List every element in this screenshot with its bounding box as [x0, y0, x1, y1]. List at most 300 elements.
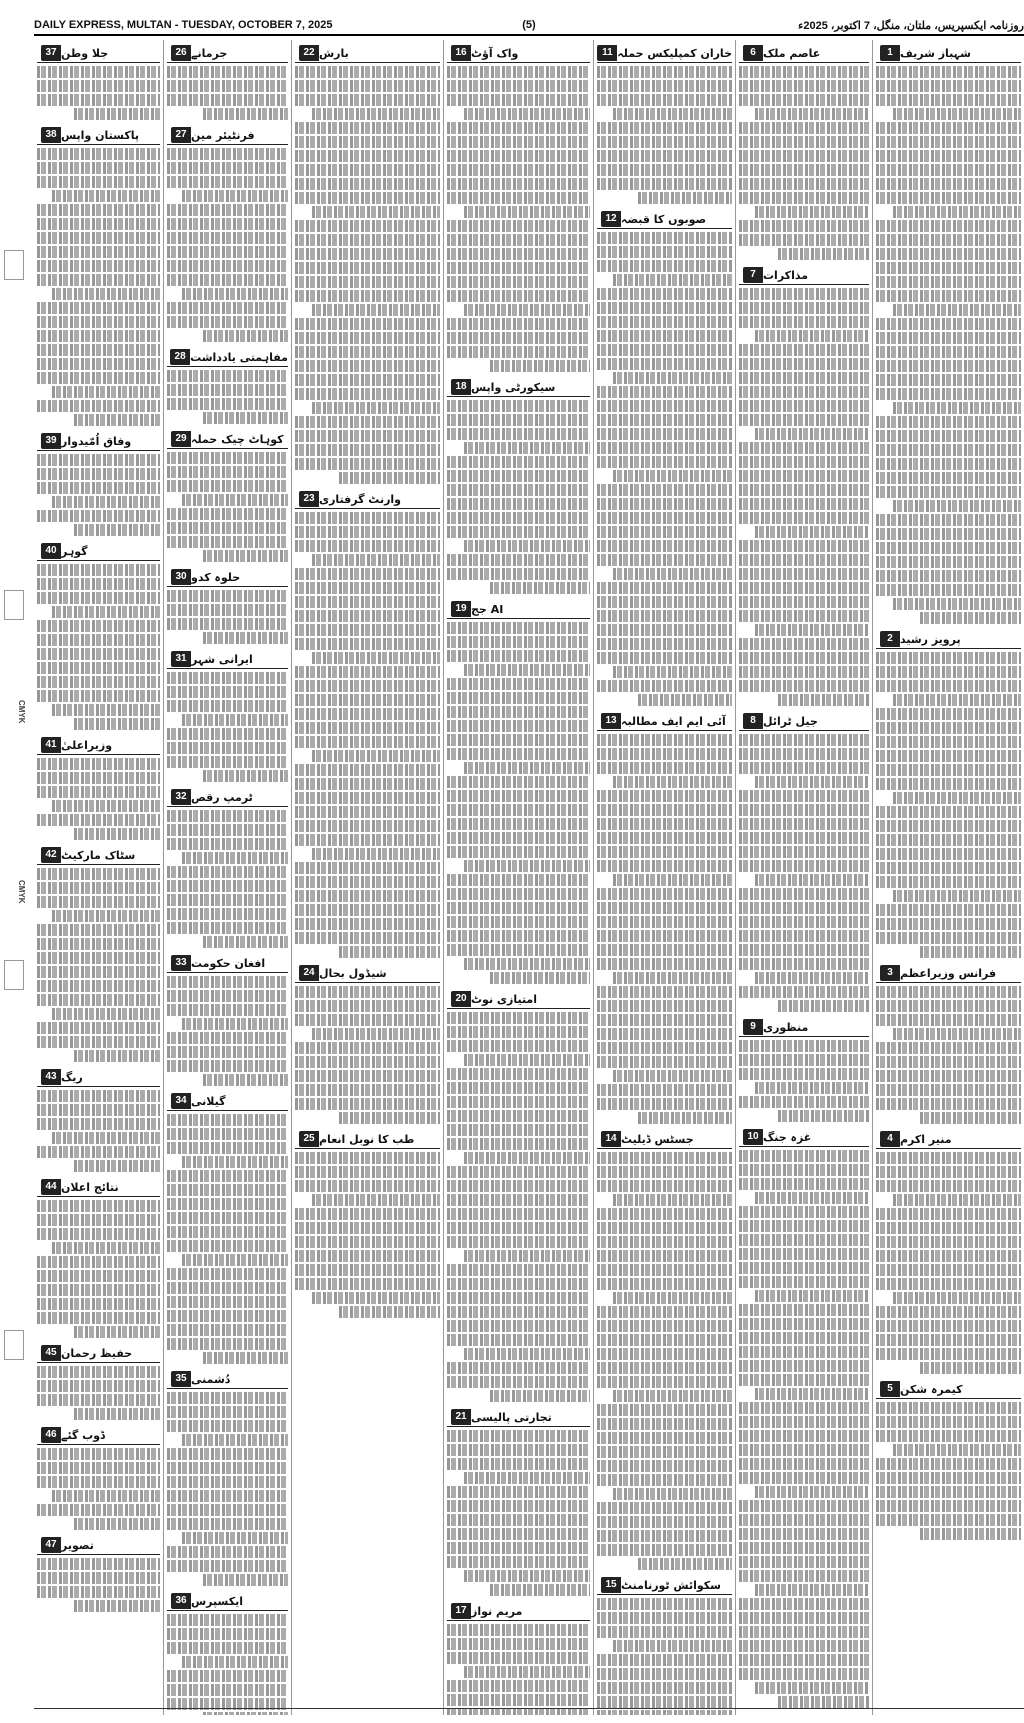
- text-line: [295, 1166, 440, 1178]
- story-number-badge: 45: [41, 1345, 61, 1361]
- text-line: [739, 164, 869, 176]
- text-line: [447, 888, 590, 900]
- text-line: [37, 896, 160, 908]
- text-line: [37, 482, 160, 494]
- text-line: [447, 1694, 590, 1706]
- text-line: [464, 664, 590, 676]
- text-line: [447, 720, 590, 732]
- text-line: [295, 540, 440, 552]
- story-body-text: [167, 976, 288, 1086]
- text-line: [447, 1362, 590, 1374]
- story-number-badge: 32: [171, 789, 191, 805]
- news-story: [739, 1018, 869, 1122]
- text-line: [52, 910, 160, 922]
- text-line: [295, 1000, 440, 1012]
- text-line: [597, 1014, 732, 1026]
- story-headline-bar: [739, 266, 869, 285]
- text-line: [37, 1558, 160, 1570]
- text-line: [739, 316, 869, 328]
- text-line: [597, 178, 732, 190]
- text-line: [613, 1194, 732, 1206]
- story-body-text: [739, 66, 869, 260]
- text-line: [312, 848, 440, 860]
- story-number-badge: 9: [743, 1019, 763, 1035]
- text-line: [739, 372, 869, 384]
- text-line: [464, 540, 590, 552]
- text-line: [597, 1348, 732, 1360]
- text-line: [876, 834, 1021, 846]
- text-line: [876, 290, 1021, 302]
- story-number-badge: 21: [451, 1409, 471, 1425]
- text-line: [37, 882, 160, 894]
- text-line: [447, 1068, 590, 1080]
- text-line: [203, 1712, 288, 1715]
- text-line: [312, 206, 440, 218]
- text-line: [638, 1112, 733, 1124]
- text-line: [37, 676, 160, 688]
- text-line: [295, 248, 440, 260]
- story-body-text: [37, 66, 160, 120]
- story-number-badge: 18: [451, 379, 471, 395]
- text-line: [597, 414, 732, 426]
- text-line: [739, 916, 869, 928]
- text-line: [739, 804, 869, 816]
- text-line: [876, 820, 1021, 832]
- text-line: [37, 1586, 160, 1598]
- text-line: [613, 274, 732, 286]
- text-line: [167, 274, 288, 286]
- text-line: [52, 1242, 160, 1254]
- news-story: [295, 44, 440, 484]
- text-line: [447, 498, 590, 510]
- text-line: [37, 1022, 160, 1034]
- text-line: [167, 176, 288, 188]
- text-line: [739, 1500, 869, 1512]
- text-line: [755, 1290, 869, 1302]
- text-line: [167, 1518, 288, 1530]
- text-line: [37, 80, 160, 92]
- text-line: [447, 1542, 590, 1554]
- text-line: [295, 986, 440, 998]
- text-line: [778, 1000, 869, 1012]
- text-line: [597, 596, 732, 608]
- news-story: [597, 1576, 732, 1715]
- text-line: [739, 1318, 869, 1330]
- text-line: [295, 122, 440, 134]
- news-story: [876, 44, 1021, 624]
- text-line: [37, 358, 160, 370]
- story-body-text: [876, 1402, 1021, 1540]
- news-story: [739, 266, 869, 706]
- text-line: [37, 510, 160, 522]
- news-column: [735, 40, 872, 1715]
- story-number-badge: 28: [170, 349, 190, 365]
- text-line: [876, 1236, 1021, 1248]
- text-line: [167, 1170, 288, 1182]
- bottom-rule: [34, 1708, 1024, 1709]
- text-line: [447, 1110, 590, 1122]
- story-headline-bar: [739, 1128, 869, 1147]
- text-line: [447, 1082, 590, 1094]
- text-line: [613, 1292, 732, 1304]
- text-line: [447, 456, 590, 468]
- text-line: [295, 234, 440, 246]
- text-line: [597, 1208, 732, 1220]
- story-body-text: [167, 1114, 288, 1364]
- text-line: [597, 386, 732, 398]
- text-line: [893, 792, 1021, 804]
- text-line: [597, 762, 732, 774]
- text-line: [876, 66, 1021, 78]
- story-headline-bar: [447, 600, 590, 619]
- text-line: [447, 1638, 590, 1650]
- text-line: [295, 1042, 440, 1054]
- text-line: [37, 1200, 160, 1212]
- text-line: [167, 728, 288, 740]
- text-line: [447, 94, 590, 106]
- story-number-badge: 38: [41, 127, 61, 143]
- text-line: [739, 1570, 869, 1582]
- story-number-badge: 17: [451, 1603, 471, 1619]
- news-story: [37, 1068, 160, 1172]
- story-number-badge: 13: [601, 713, 621, 729]
- text-line: [597, 680, 732, 692]
- text-line: [447, 846, 590, 858]
- text-line: [182, 852, 288, 864]
- story-body-text: [876, 986, 1021, 1124]
- text-line: [597, 1516, 732, 1528]
- text-line: [447, 1306, 590, 1318]
- story-headline-bar: [167, 1370, 288, 1389]
- text-line: [739, 484, 869, 496]
- text-line: [37, 772, 160, 784]
- text-line: [295, 458, 440, 470]
- text-line: [490, 972, 590, 984]
- text-line: [295, 596, 440, 608]
- text-line: [339, 1306, 441, 1318]
- text-line: [597, 512, 732, 524]
- text-line: [613, 470, 732, 482]
- text-line: [37, 1036, 160, 1048]
- text-line: [182, 1656, 288, 1668]
- story-headline: منیر اکرم: [900, 1132, 952, 1146]
- text-line: [876, 1000, 1021, 1012]
- text-line: [447, 1680, 590, 1692]
- text-line: [739, 358, 869, 370]
- text-line: [167, 1032, 288, 1044]
- text-line: [447, 692, 590, 704]
- text-line: [167, 618, 288, 630]
- story-headline-bar: [37, 542, 160, 561]
- text-line: [876, 666, 1021, 678]
- text-line: [74, 1518, 160, 1530]
- text-line: [920, 612, 1022, 624]
- text-line: [876, 1306, 1021, 1318]
- story-headline-bar: [295, 1130, 440, 1149]
- story-body-text: [37, 1200, 160, 1338]
- text-line: [167, 686, 288, 698]
- news-story: [295, 964, 440, 1124]
- text-line: [739, 456, 869, 468]
- text-line: [167, 1420, 288, 1432]
- text-line: [876, 1348, 1021, 1360]
- text-line: [876, 94, 1021, 106]
- news-column: [34, 40, 163, 1715]
- story-headline-bar: [167, 954, 288, 973]
- text-line: [167, 1046, 288, 1058]
- text-line: [37, 1298, 160, 1310]
- news-story: [167, 430, 288, 562]
- text-line: [876, 430, 1021, 442]
- story-headline-bar: [597, 1576, 732, 1595]
- text-line: [295, 918, 440, 930]
- text-line: [167, 1614, 288, 1626]
- story-headline-bar: [37, 126, 160, 145]
- text-line: [739, 1178, 869, 1190]
- story-headline: تصویر: [61, 1538, 94, 1552]
- text-line: [37, 634, 160, 646]
- text-line: [739, 192, 869, 204]
- story-headline-bar: [37, 44, 160, 63]
- text-line: [876, 1014, 1021, 1026]
- story-number-badge: 7: [743, 267, 763, 283]
- story-number-badge: 2: [880, 631, 900, 647]
- story-headline: گوہر: [61, 544, 88, 558]
- story-headline: ڈوب گئے: [61, 1428, 105, 1442]
- text-line: [876, 778, 1021, 790]
- text-line: [167, 218, 288, 230]
- text-line: [167, 1268, 288, 1280]
- text-line: [203, 550, 288, 562]
- text-line: [447, 874, 590, 886]
- story-body-text: [167, 810, 288, 948]
- text-line: [464, 1348, 590, 1360]
- text-line: [37, 1270, 160, 1282]
- text-line: [876, 542, 1021, 554]
- story-headline-bar: [37, 736, 160, 755]
- text-line: [167, 1212, 288, 1224]
- text-line: [597, 316, 732, 328]
- text-line: [447, 1026, 590, 1038]
- story-body-text: [37, 564, 160, 730]
- text-line: [876, 1084, 1021, 1096]
- news-story: [37, 432, 160, 536]
- news-story: [447, 1408, 590, 1596]
- text-line: [167, 162, 288, 174]
- text-line: [464, 1570, 590, 1582]
- story-headline-bar: [167, 348, 288, 367]
- text-line: [447, 178, 590, 190]
- text-line: [876, 234, 1021, 246]
- story-headline-bar: [447, 990, 590, 1009]
- text-line: [876, 318, 1021, 330]
- text-line: [295, 290, 440, 302]
- text-line: [312, 1194, 440, 1206]
- text-line: [167, 1504, 288, 1516]
- story-headline-bar: [167, 650, 288, 669]
- text-line: [37, 454, 160, 466]
- text-line: [295, 1056, 440, 1068]
- story-body-text: [295, 986, 440, 1124]
- text-line: [755, 1192, 869, 1204]
- text-line: [74, 718, 160, 730]
- text-line: [447, 526, 590, 538]
- text-line: [447, 1040, 590, 1052]
- text-line: [876, 862, 1021, 874]
- text-line: [597, 624, 732, 636]
- text-line: [739, 666, 869, 678]
- story-body-text: [876, 1152, 1021, 1374]
- story-headline-bar: [597, 712, 732, 731]
- text-line: [739, 178, 869, 190]
- text-line: [739, 234, 869, 246]
- text-line: [597, 400, 732, 412]
- story-headline: سیکورٹی واپس: [471, 380, 556, 394]
- text-line: [876, 932, 1021, 944]
- text-line: [447, 262, 590, 274]
- text-line: [876, 332, 1021, 344]
- text-line: [739, 638, 869, 650]
- text-line: [597, 748, 732, 760]
- text-line: [739, 66, 869, 78]
- text-line: [52, 288, 160, 300]
- text-line: [167, 66, 288, 78]
- text-line: [597, 638, 732, 650]
- text-line: [74, 414, 160, 426]
- text-line: [37, 758, 160, 770]
- news-column: [593, 40, 735, 1715]
- text-line: [167, 1142, 288, 1154]
- text-line: [876, 570, 1021, 582]
- text-line: [167, 1670, 288, 1682]
- story-body-text: [295, 66, 440, 484]
- story-number-badge: 29: [171, 431, 191, 447]
- text-line: [597, 1166, 732, 1178]
- story-number-badge: 6: [743, 45, 763, 61]
- text-line: [447, 1708, 590, 1715]
- story-headline-bar: [739, 44, 869, 63]
- story-number-badge: 37: [41, 45, 61, 61]
- text-line: [876, 122, 1021, 134]
- news-story: [447, 44, 590, 372]
- news-story: [37, 542, 160, 730]
- text-line: [167, 260, 288, 272]
- text-line: [167, 908, 288, 920]
- text-line: [37, 1118, 160, 1130]
- text-line: [167, 232, 288, 244]
- text-line: [876, 750, 1021, 762]
- story-headline: جیل ٹرائل: [763, 714, 818, 728]
- text-line: [876, 528, 1021, 540]
- text-line: [876, 876, 1021, 888]
- story-headline: ایرانی شہر: [191, 652, 253, 666]
- text-line: [876, 164, 1021, 176]
- story-headline: تجارتی پالیسی: [471, 1410, 552, 1424]
- text-line: [876, 1222, 1021, 1234]
- text-line: [876, 136, 1021, 148]
- text-line: [167, 894, 288, 906]
- text-line: [295, 318, 440, 330]
- story-number-badge: 14: [601, 1131, 621, 1147]
- cmyk-mark: CMYK: [17, 700, 26, 724]
- text-line: [739, 1528, 869, 1540]
- text-line: [167, 1310, 288, 1322]
- story-number-badge: 23: [299, 491, 319, 507]
- text-line: [597, 888, 732, 900]
- cmyk-mark: CMYK: [17, 880, 26, 904]
- text-line: [638, 694, 733, 706]
- text-line: [464, 1666, 590, 1678]
- text-line: [597, 540, 732, 552]
- story-headline-bar: [739, 1018, 869, 1037]
- text-line: [739, 860, 869, 872]
- text-line: [37, 94, 160, 106]
- page-number: (5): [522, 19, 536, 31]
- newspaper-page: [34, 18, 1024, 1718]
- story-headline: پاکستان واپس: [61, 128, 139, 142]
- text-line: [203, 770, 288, 782]
- text-line: [312, 108, 440, 120]
- text-line: [167, 1684, 288, 1696]
- text-line: [597, 1000, 732, 1012]
- news-story: [167, 788, 288, 948]
- text-line: [167, 1240, 288, 1252]
- story-headline: فرانس وزیراعظم: [900, 966, 997, 980]
- text-line: [739, 734, 869, 746]
- text-line: [447, 80, 590, 92]
- text-line: [876, 722, 1021, 734]
- story-number-badge: 46: [41, 1427, 61, 1443]
- text-line: [739, 1374, 869, 1386]
- text-line: [597, 1250, 732, 1262]
- story-headline: فرنٹیئر مین: [191, 128, 255, 142]
- story-headline-bar: [37, 1178, 160, 1197]
- text-line: [37, 468, 160, 480]
- text-line: [597, 428, 732, 440]
- text-line: [295, 1084, 440, 1096]
- text-line: [597, 80, 732, 92]
- text-line: [167, 80, 288, 92]
- news-story: [37, 1344, 160, 1420]
- story-headline: صوبوں کا قبضہ: [621, 212, 707, 226]
- story-body-text: [597, 734, 732, 1124]
- text-line: [203, 330, 288, 342]
- text-line: [447, 776, 590, 788]
- text-line: [755, 1682, 869, 1694]
- text-line: [295, 638, 440, 650]
- text-line: [464, 206, 590, 218]
- text-line: [876, 1416, 1021, 1428]
- text-line: [739, 1458, 869, 1470]
- text-line: [739, 1360, 869, 1372]
- text-line: [167, 810, 288, 822]
- text-line: [37, 1394, 160, 1406]
- text-line: [739, 400, 869, 412]
- text-line: [447, 1444, 590, 1456]
- story-headline: جلا وطن: [61, 46, 109, 60]
- text-line: [295, 582, 440, 594]
- text-line: [447, 902, 590, 914]
- text-line: [597, 1696, 732, 1708]
- text-line: [876, 1514, 1021, 1526]
- text-line: [37, 814, 160, 826]
- text-line: [876, 276, 1021, 288]
- text-line: [778, 1110, 869, 1122]
- text-line: [295, 526, 440, 538]
- text-line: [876, 1250, 1021, 1262]
- text-line: [597, 582, 732, 594]
- text-line: [295, 568, 440, 580]
